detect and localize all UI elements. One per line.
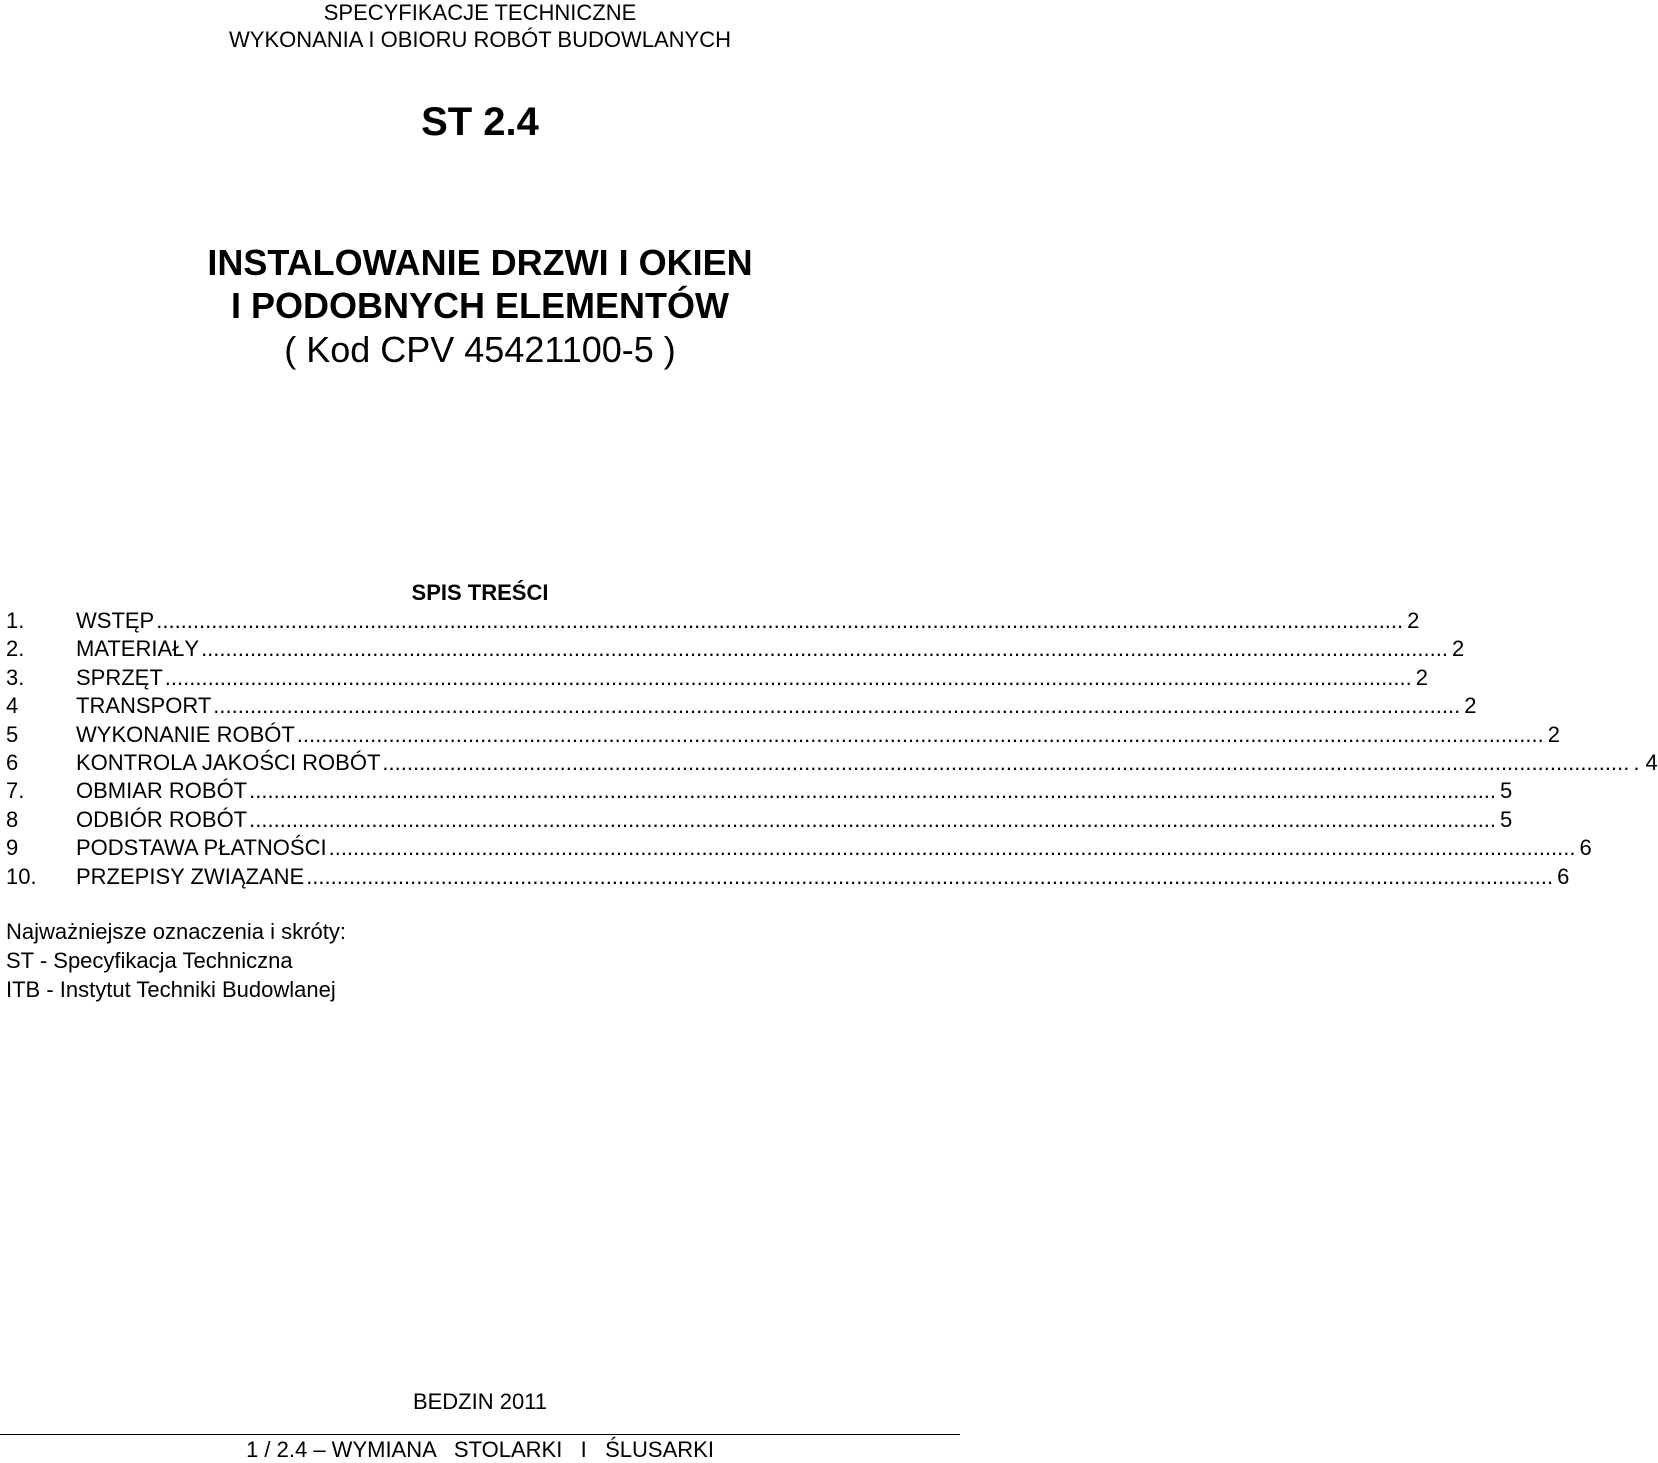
toc-item-label: MATERIAŁY [76,636,200,662]
toc-item-label: SPRZĘT [76,664,163,690]
abbreviation-item: ST - Specyfikacja Techniczna [6,948,293,973]
toc-item [6,692,1477,720]
toc-item-page: 5 [1500,778,1513,804]
toc-item [6,721,1560,749]
toc-item-number: 8 [6,806,19,832]
header-line-2: WYKONANIA I OBIORU ROBÓT BUDOWLANYCH [229,27,731,52]
title-line-2: I PODOBNYCH ELEMENTÓW [230,285,729,326]
toc-item-page: 2 [1415,664,1428,690]
toc-item [6,635,1465,663]
toc-item-label: ODBIÓR ROBÓT [76,806,248,832]
title-line-1: INSTALOWANIE DRZWI I OKIEN [207,242,753,283]
toc-item-number: 10. [6,863,37,889]
abbreviation-item: ITB - Instytut Techniki Budowlanej [6,977,336,1002]
page-footer: 1 / 2.4 – WYMIANA STOLARKI I ŚLUSARKI [246,1437,714,1462]
toc-item-label: TRANSPORT [76,693,212,719]
toc-item-number: 3. [6,664,25,690]
toc-item-label: PRZEPISY ZWIĄZANE [76,863,305,889]
spec-code: ST 2.4 [421,100,539,144]
title-cpv-code: ( Kod CPV 45421100-5 ) [284,329,676,370]
toc-item [6,607,1420,635]
toc-item-leader: ............................................................................................................................................................................................................ [249,778,1497,804]
toc-item-page: 2 [1451,636,1465,662]
toc-item [6,806,1513,834]
toc-item-label: KONTROLA JAKOŚCI ROBÓT [76,749,381,775]
toc-item-leader: ............................................................................................................................................................................................................ [306,863,1554,889]
toc-item-page: 2 [1464,693,1477,719]
toc-item-leader: ............................................................................................................................................................................................................ [328,835,1576,861]
toc-item-number: 6 [6,749,19,775]
header-line-1: SPECYFIKACJE TECHNICZNE [323,0,637,25]
toc-item-number: 5 [6,721,19,747]
toc-item-number: 7. [6,778,25,804]
abbreviations-heading: Najważniejsze oznaczenia i skróty: [6,919,346,944]
toc-item [6,834,1592,862]
toc-item-number: 9 [6,835,19,861]
toc-item-leader: ............................................................................................................................................................................................................ [382,749,1630,775]
toc-heading: SPIS TREŚCI [411,580,549,605]
toc-item-number: 1. [6,608,25,633]
table-of-contents [6,607,1658,891]
toc-item-number: 4 [6,693,19,719]
toc-item-page: 2 [1407,608,1420,633]
toc-item-leader: ............................................................................................................................................................................................................ [164,664,1412,690]
toc-item-page: 2 [1547,721,1560,747]
toc-item-page: . 4 [1633,749,1658,775]
toc-item-page: 6 [1557,863,1570,889]
toc-item-label: WYKONANIE ROBÓT [76,721,295,747]
toc-item-leader: ............................................................................................................................................................................................................ [156,608,1404,633]
toc-item [6,863,1570,891]
toc-item-leader: ............................................................................................................................................................................................................ [296,721,1544,747]
toc-item-label: WSTĘP [76,608,155,633]
place-date: BEDZIN 2011 [412,1389,548,1414]
toc-item [6,749,1658,777]
abbreviations [6,917,346,1004]
toc-item-label: OBMIAR ROBÓT [76,778,248,804]
footer-divider [0,1434,960,1435]
toc-item-leader: ............................................................................................................................................................................................................ [213,693,1461,719]
toc-item [6,664,1428,692]
toc-item-page: 6 [1579,835,1592,861]
toc-item-number: 2. [6,636,25,662]
toc-item-leader: ............................................................................................................................................................................................................ [201,636,1448,662]
toc-item-page: 5 [1500,806,1513,832]
toc-item [6,777,1513,805]
toc-item-label: PODSTAWA PŁATNOŚCI [76,835,327,861]
toc-item-leader: ............................................................................................................................................................................................................ [249,806,1497,832]
